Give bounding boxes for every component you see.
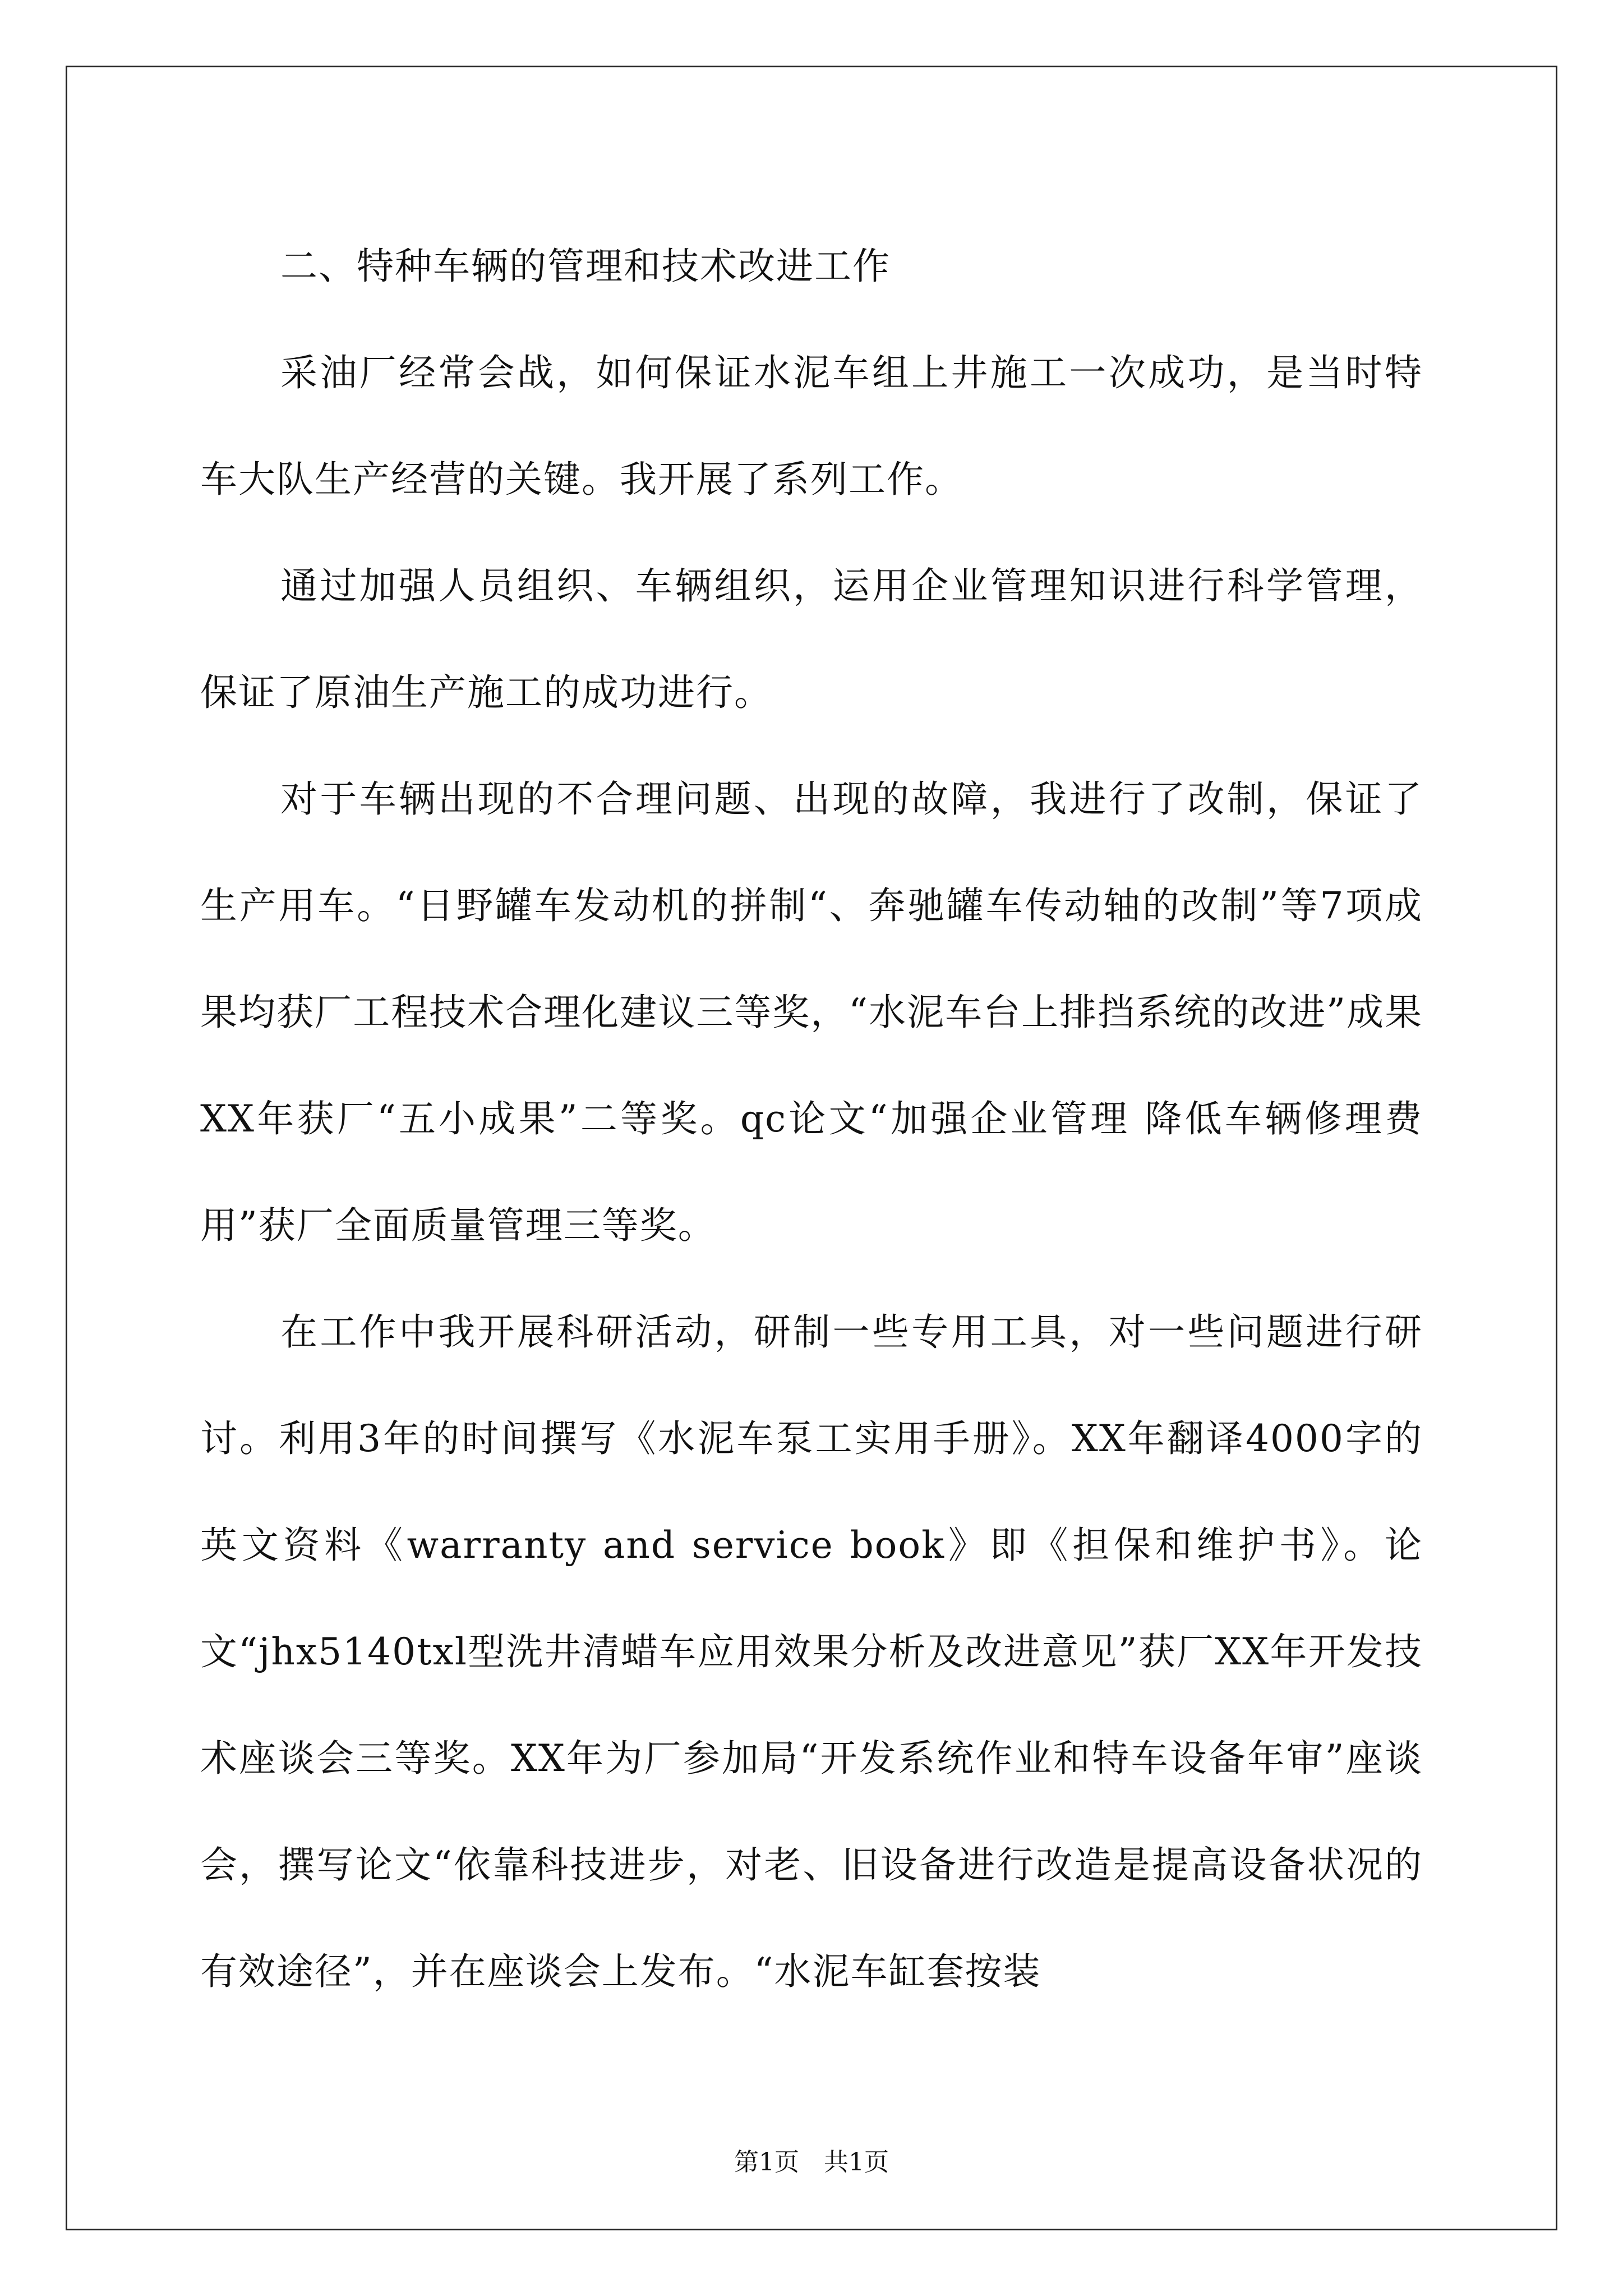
paragraph: 对于车辆出现的不合理问题、出现的故障，我进行了改制，保证了生产用车。“日野罐车发动机的拼制“、奔驰罐车传动轴的改制”等7项成果均获厂工程技术合理化建议三等奖，“水泥车台上排挡系统的改进”成果XX年获厂“五小成果”二等奖。qc论文“加强企业管理 降低车辆修理费用”获厂全面质量管理三等奖。 <box>200 777 1423 1247</box>
section-heading: 二、特种车辆的管理和技术改进工作 <box>280 245 891 288</box>
paragraph: 在工作中我开展科研活动，研制一些专用工具，对一些问题进行研讨。利用3年的时间撰写《水泥车泵工实用手册》。XX年翻译4000字的英文资料《warranty and service book》即《担保和维护书》。论文“jhx5140txl型洗井清蜡车应用效果分析及改进意见”获厂XX年开发技术座谈会三等奖。XX年为厂参加局“开发系统作业和特车设备年审”座谈会，撰写论文“依靠科技进步，对老、旧设备进行改造是提高设备状况的有效途径”，并在座谈会上发布。“水泥车缸套按装 <box>200 1310 1423 1993</box>
document-body <box>200 213 1423 2025</box>
paragraph: 采油厂经常会战，如何保证水泥车组上井施工一次成功，是当时特车大队生产经营的关键。我开展了系列工作。 <box>200 351 1423 501</box>
paragraph: 通过加强人员组织、车辆组织，运用企业管理知识进行科学管理，保证了原油生产施工的成功进行。 <box>200 564 1423 714</box>
page-number-footer: 第1页 共1页 <box>734 2148 889 2177</box>
